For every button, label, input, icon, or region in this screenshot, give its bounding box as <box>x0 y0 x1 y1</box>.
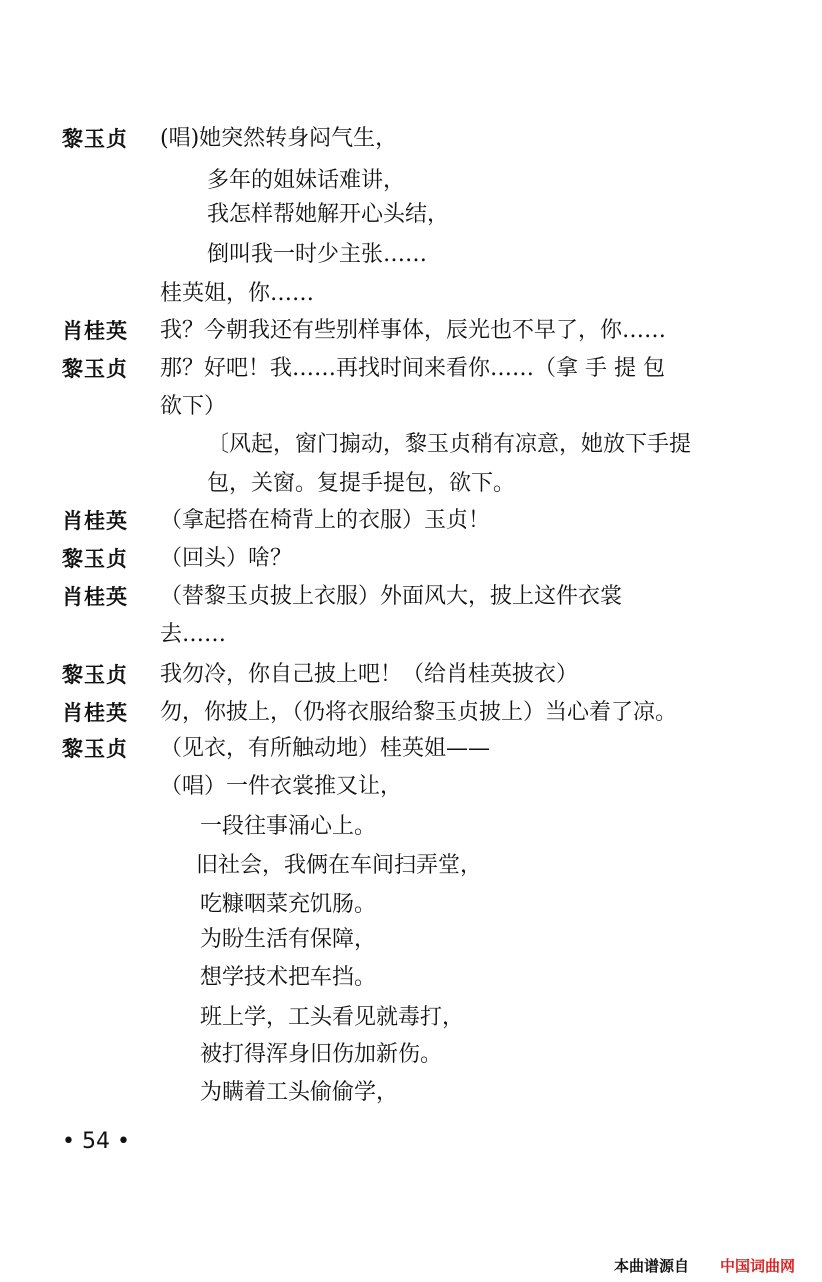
speaker-name: 黎玉贞 <box>62 737 128 761</box>
dialogue-line: 多年的姐妹话难讲， <box>207 168 406 193</box>
lyric-line: 想学技术把车挡。 <box>200 965 377 990</box>
dialogue-line: (唱)她突然转身闷气生， <box>160 126 398 151</box>
dialogue-line: 去…… <box>160 622 227 647</box>
dialogue-line: 那？好吧！我……再找时间来看你……（拿 手 提 包 <box>160 356 665 381</box>
dialogue-line: 倒叫我一时少主张…… <box>207 242 428 267</box>
speaker-name: 肖桂英 <box>62 701 128 725</box>
dialogue-line: 我勿冷，你自己披上吧！（给肖桂英披衣） <box>160 662 579 687</box>
dialogue-line: （回头）啥？ <box>160 546 293 571</box>
dialogue-line: 欲下） <box>160 394 227 419</box>
lyric-line: 班上学，工头看见就毒打， <box>200 1005 465 1030</box>
speaker-name: 黎玉贞 <box>62 127 128 151</box>
dialogue-line: （拿起搭在椅背上的衣服）玉贞！ <box>160 508 491 533</box>
page-number: • 54 • <box>62 1129 130 1154</box>
speaker-name: 黎玉贞 <box>62 663 128 687</box>
speaker-name: 肖桂英 <box>62 319 128 343</box>
dialogue-line: （唱）一件衣裳推又让， <box>160 774 403 799</box>
dialogue-line: 我怎样帮她解开心头结， <box>207 202 450 227</box>
dialogue-line: （替黎玉贞披上衣服）外面风大，披上这件衣裳 <box>160 584 623 609</box>
footer-site-link[interactable]: 中国词曲网 <box>720 1257 796 1275</box>
dialogue-line: 勿，你披上，（仍将衣服给黎玉贞披上）当心着了凉。 <box>160 700 678 725</box>
lyric-line: 一段往事涌心上。 <box>200 814 377 839</box>
lyric-line: 被打得浑身旧伤加新伤。 <box>200 1042 443 1067</box>
lyric-line: 旧社会，我俩在车间扫弄堂， <box>196 853 483 878</box>
speaker-name: 黎玉贞 <box>62 357 128 381</box>
footer-source-label: 本曲谱源自 <box>614 1257 690 1275</box>
stage-direction: 〔风起，窗门搧动，黎玉贞稍有凉意，她放下手提 <box>207 432 692 457</box>
speaker-name: 肖桂英 <box>62 509 128 533</box>
speaker-name: 肖桂英 <box>62 585 128 609</box>
dialogue-line: 我？今朝我还有些别样事体，辰光也不早了，你…… <box>160 318 667 343</box>
stage-direction: 包，关窗。复提手提包，欲下。 <box>207 471 516 496</box>
speaker-name: 黎玉贞 <box>62 547 128 571</box>
lyric-line: 吃糠咽菜充饥肠。 <box>200 892 377 917</box>
lyric-line: 为瞒着工头偷偷学， <box>200 1080 399 1105</box>
dialogue-line: （见衣，有所触动地）桂英姐—— <box>160 736 491 761</box>
dialogue-line: 桂英姐，你…… <box>160 281 315 306</box>
lyric-line: 为盼生活有保障， <box>200 927 377 952</box>
